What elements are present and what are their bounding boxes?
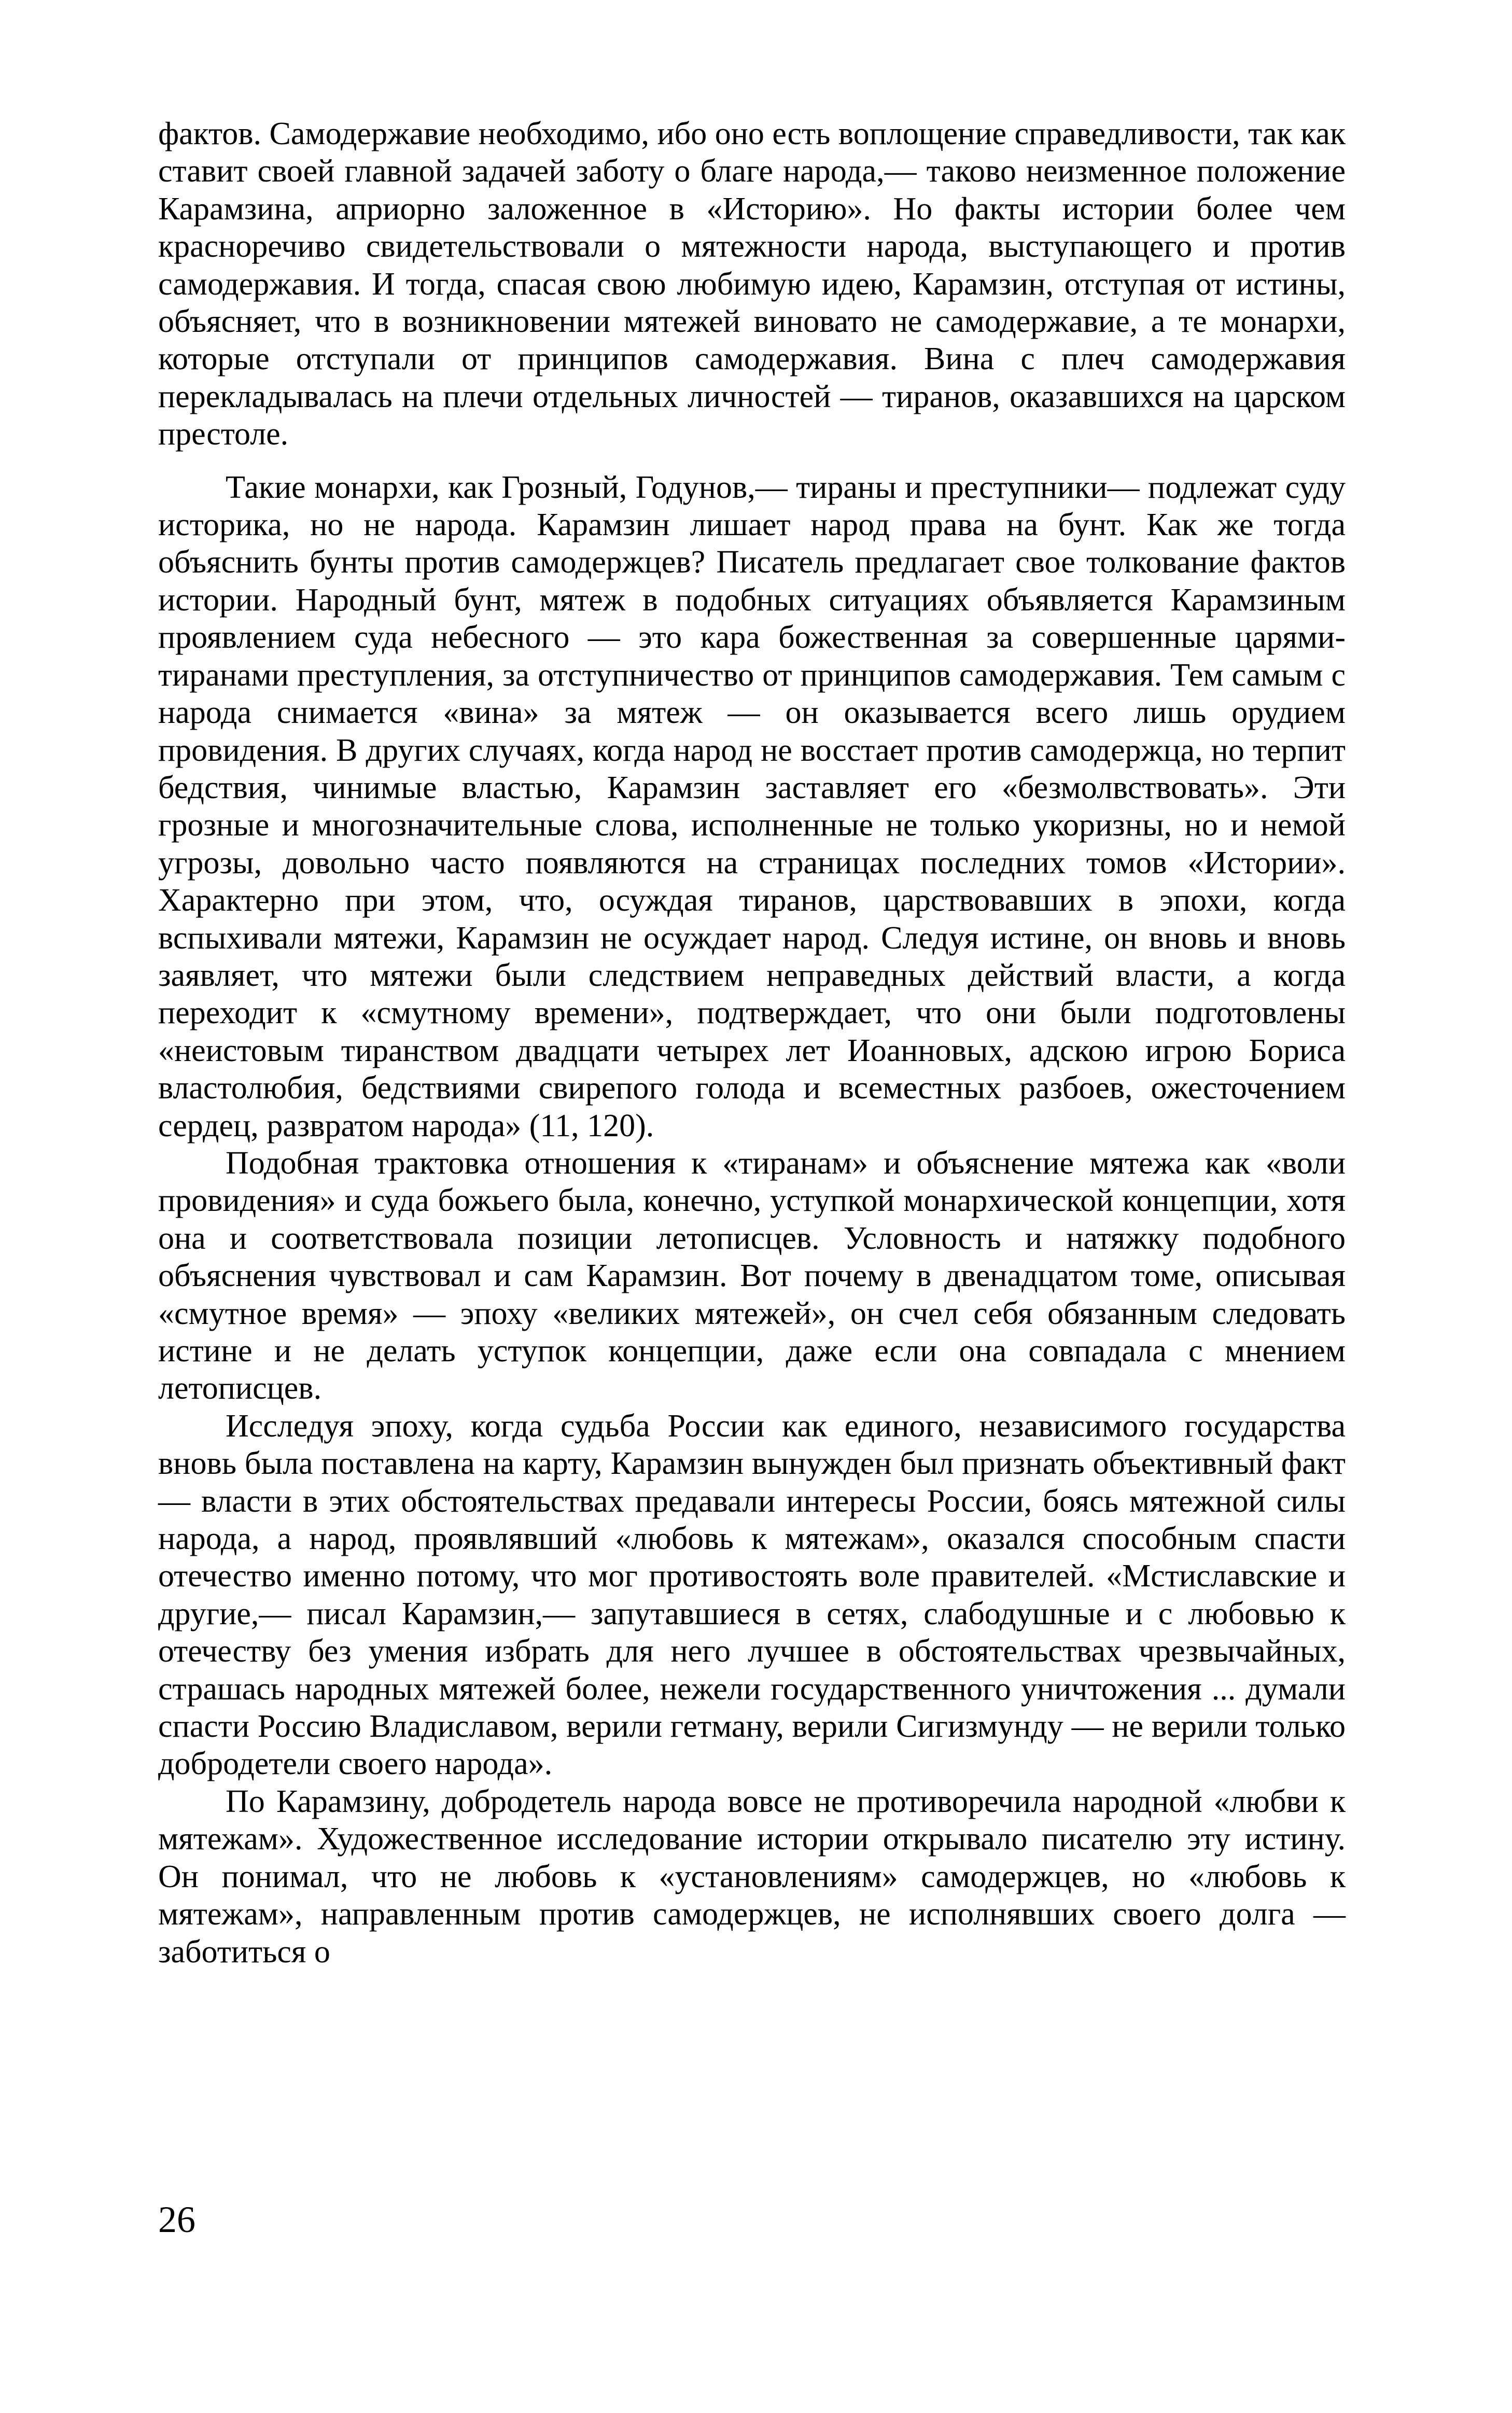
paragraph-4: Исследуя эпоху, когда судьба России как единого, независимого государства вновь была поставлена на карту, Карамзин вынужден был признать объективный факт — власти в этих обстоятельствах предавали интересы России, боясь мятежной силы народа, а народ, проявлявший «любовь к мятежам», оказался способным спасти отечество именно потому, что мог противостоять воле правителей. «Мстиславские и другие,— писал Карамзин,— запутавшиеся в сетях, слабодушные и с любовью к отечеству без умения избрать для него лучшее в обстоятельствах чрезвычайных, страшась народных мятежей более, нежели государственного уничтожения ... думали спасти Россию Владиславом, верили гетману, верили Сигизмунду — не верили только добродетели своего народа». <box>158 1408 1346 1782</box>
paragraph-2: Такие монархи, как Грозный, Годунов,— тираны и преступники— подлежат суду историка, но не народа. Карамзин лишает народ права на бунт. Как же тогда объяснить бунты против самодержцев? Писатель предлагает свое толкование фактов истории. Народный бунт, мятеж в подобных ситуациях объявляется Карамзиным проявлением суда небесного — это кара божественная за совершенные царями-тиранами преступления, за отступничество от принципов самодержавия. Тем самым с народа снимается «вина» за мятеж — он оказывается всего лишь орудием провидения. В других случаях, когда народ не восстает против самодержца, но терпит бедствия, чинимые властью, Карамзин заставляет его «безмолвствовать». Эти грозные и многозначительные слова, исполненные не только укоризны, но и немой угрозы, довольно часто появляются на страницах последних томов «Истории». Характерно при этом, что, осуждая тиранов, царствовавших в эпохи, когда вспыхивали мятежи, Карамзин не осуждает народ. Следуя истине, он вновь и вновь заявляет, что мятежи были следствием неправедных действий власти, а когда переходит к «смутному времени», подтверждает, что они были подготовлены «неистовым тиранством двадцати четырех лет Иоанновых, адскою игрою Бориса властолюбия, бедствиями свирепого голода и всеместных разбоев, ожесточением сердец, развратом народа» (11, 120). <box>158 469 1346 1143</box>
paragraph-1: фактов. Самодержавие необходимо, ибо оно есть воплощение справедливости, так как ставит своей главной задачей заботу о благе народа,— таково неизменное положение Карамзина, априорно заложенное в «Историю». Но факты истории более чем красноречиво свидетельствовали о мятежности народа, выступающего и против самодержавия. И тогда, спасая свою любимую идею, Карамзин, отступая от истины, объясняет, что в возникновении мятежей виновато не самодержавие, а те монархи, которые отступали от принципов самодержавия. Вина с плеч самодержавия перекладывалась на плечи отдельных личностей — тиранов, оказавшихся на царском престоле. <box>158 116 1346 452</box>
paragraph-3: Подобная трактовка отношения к «тиранам» и объяснение мятежа как «воли провидения» и суда божьего была, конечно, уступкой монархической концепции, хотя она и соответствовала позиции летописцев. Условность и натяжку подобного объяснения чувствовал и сам Карамзин. Вот почему в двенадцатом томе, описывая «смутное время» — эпоху «великих мятежей», он счел себя обязанным следовать истине и не делать уступок концепции, даже если она совпадала с мнением летописцев. <box>158 1145 1346 1406</box>
page-number: 26 <box>158 2199 195 2240</box>
paragraph-5: По Карамзину, добродетель народа вовсе не противоречила народной «любви к мятежам». Художественное исследование истории открывало писателю эту истину. Он понимал, что не любовь к «установлениям» самодержцев, но «любовь к мятежам», направленным против самодержцев, не исполнявших своего долга — заботиться о <box>158 1783 1346 1970</box>
body-text <box>158 115 1346 1971</box>
